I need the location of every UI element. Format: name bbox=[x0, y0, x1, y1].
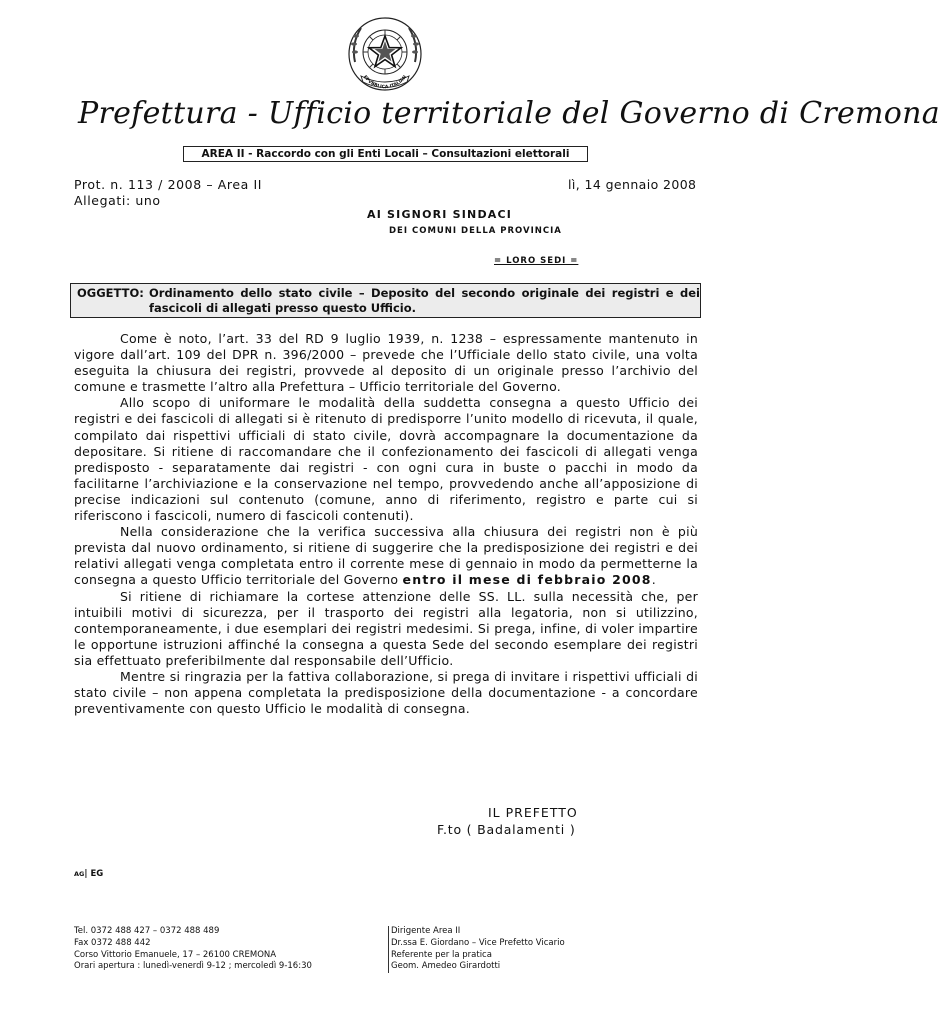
paragraph-3 bbox=[74, 524, 698, 588]
paragraph-4: Si ritiene di richiamare la cortese attenzione delle SS. LL. sulla necessità che, per intuibili motivi di sicurezza, per il trasporto dei registri alla legatoria, non si utilizzino, contemporaneamente, i due esemplari dei registri medesimi. Si prega, infine, di voler impartire le opportune istruzioni affinché la consegna a questa Sede del secondo esemplare dei registri sia effettuato preferibilmente dal responsabile dell’Ufficio. bbox=[74, 588, 698, 668]
recipient-line-2: DEI COMUNI DELLA PROVINCIA bbox=[389, 226, 562, 236]
attachments: Allegati: uno bbox=[74, 193, 161, 208]
footer-referent-name: Geom. Amedeo Girardotti bbox=[391, 961, 501, 972]
paragraph-3-end: . bbox=[651, 572, 656, 588]
paragraph-5: Mentre si ringrazia per la fattiva collaborazione, si prega di invitare i rispettivi ufficiali di stato civile – non appena completata la predisposizione della documentazione - a concordare preventivamente con questo Ufficio le modalità di consegna. bbox=[74, 668, 698, 717]
footer-referent-title: Referente per la pratica bbox=[391, 949, 492, 960]
office-title: Prefettura - Ufficio territoriale del Governo di Cremona bbox=[78, 96, 940, 131]
footer-fax: Fax 0372 488 442 bbox=[74, 937, 151, 948]
protocol-number: Prot. n. 113 / 2008 – Area II bbox=[74, 177, 263, 192]
letter-body bbox=[74, 331, 698, 717]
deadline-highlight: entro il mese di febbraio 2008 bbox=[402, 572, 652, 588]
area-box: AREA II - Raccordo con gli Enti Locali – Consultazioni elettorali bbox=[183, 146, 588, 162]
signature-name: F.to ( Badalamenti ) bbox=[437, 822, 576, 837]
footer-phone: Tel. 0372 488 427 – 0372 488 489 bbox=[74, 926, 220, 936]
footer-director-title: Dirigente Area II bbox=[391, 926, 461, 936]
footer-director-name: Dr.ssa E. Giordano – Vice Prefetto Vicario bbox=[391, 937, 565, 948]
paragraph-2: Allo scopo di uniformare le modalità della suddetta consegna a questo Ufficio dei registri e dei fascicoli di allegati si è ritenuto di predisporre l’unito modello di ricevuta, il quale, compilato dai rispettivi ufficiali di stato civile, dovrà accompagnare la documentazione da depositare. Si ritiene di raccomandare che il confezionamento dei fascicoli di allegati venga predisposto - separatamente dai registri - con ogni cura in buste o pacchi in modo da facilitarne l’archiviazione e la conservazione nel tempo, provvedendo anche all’apposizione di precise indicazioni sul contenuto (comune, anno di riferimento, registro e parte cui si riferiscono i fascicoli, numero di fascicoli contenuti). bbox=[74, 395, 698, 524]
initials-second: | EG bbox=[84, 869, 104, 879]
footer-hours: Orari apertura : lunedì-venerdì 9-12 ; mercoledì 9-16:30 bbox=[74, 961, 312, 972]
subject-box bbox=[70, 283, 701, 318]
footer-address: Corso Vittorio Emanuele, 17 – 26100 CREMONA bbox=[74, 949, 277, 960]
recipient-line-1: AI SIGNORI SINDACI bbox=[367, 208, 513, 221]
paragraph-1: Come è noto, l’art. 33 del RD 9 luglio 1939, n. 1238 – espressamente mantenuto in vigore dall’art. 109 del DPR n. 396/2000 – prevede che l’Ufficiale dello stato civile, una volta eseguita la chiusura dei registri, provvede al deposito di un originale presso l’archivio del comune e trasmette l’altro alla Prefettura – Ufficio territoriale del Governo. bbox=[74, 331, 698, 395]
italian-republic-emblem-icon bbox=[345, 14, 425, 94]
svg-text:REPVBBLICA ITALIANA: EPVBBLICA ITALIAN bbox=[361, 74, 409, 91]
document-date: lì, 14 gennaio 2008 bbox=[568, 177, 697, 192]
paragraph-3-start: Nella considerazione che la verifica successiva alla chiusura dei registri non è più prevista dal nuovo ordinamento, si ritiene di suggerire che la predisposizione dei registri e dei relativi allegati venga completata entro il corrente mese di gennaio in modo da permetterne la consegna a questo Ufficio territoriale del Governo bbox=[74, 524, 698, 588]
initials bbox=[74, 869, 103, 879]
footer-contacts bbox=[74, 926, 312, 973]
signature-role: IL PREFETTO bbox=[488, 805, 578, 820]
subject-text: Ordinamento dello stato civile – Deposito del secondo originale dei registri e dei fascicoli di allegati presso questo Ufficio. bbox=[149, 286, 700, 315]
subject-label: OGGETTO: bbox=[77, 286, 144, 300]
footer-staff bbox=[388, 926, 565, 973]
initials-first: AG bbox=[74, 870, 85, 878]
recipient-line-3: = LORO SEDI = bbox=[494, 256, 579, 266]
